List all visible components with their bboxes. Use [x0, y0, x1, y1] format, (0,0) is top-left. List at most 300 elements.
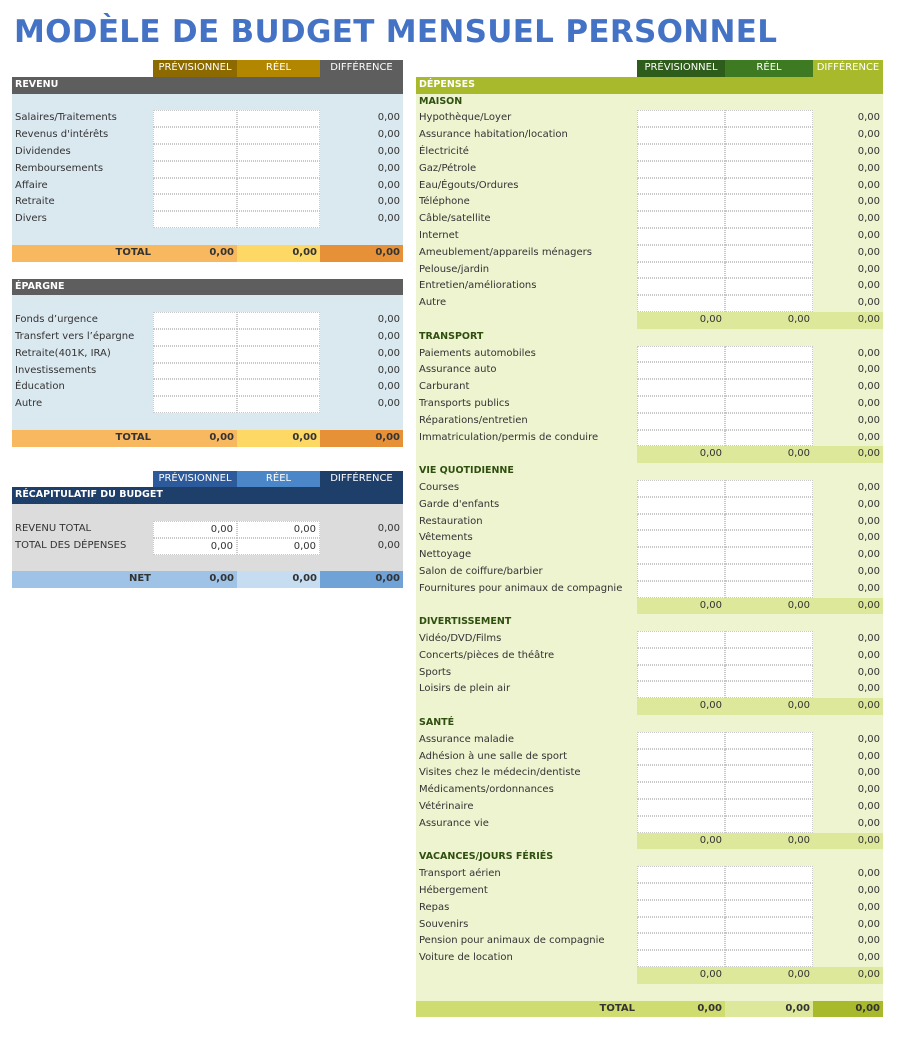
income-savings-panel — [12, 60, 403, 588]
table-row — [416, 933, 883, 950]
reel-input[interactable] — [725, 749, 813, 766]
table-row — [416, 362, 883, 379]
spacer-row — [12, 413, 403, 430]
spacer — [12, 471, 153, 488]
diff-value: 0,00 — [857, 935, 880, 947]
table-row — [416, 530, 883, 547]
depenses-total — [416, 1001, 883, 1018]
net-total-prev: 0,00 — [153, 571, 237, 588]
row-label: TOTAL DES DÉPENSES — [15, 539, 127, 551]
reel-input[interactable] — [725, 413, 813, 430]
prev-input[interactable] — [637, 178, 725, 195]
diff-value: 0,00 — [857, 885, 880, 897]
prev-input[interactable] — [637, 665, 725, 682]
row-label: Loisirs de plein air — [419, 683, 511, 695]
row-label: Électricité — [419, 145, 469, 157]
row-label: Gaz/Pétrole — [419, 162, 477, 174]
prev-input[interactable] — [637, 530, 725, 547]
row-label: Carburant — [419, 381, 470, 393]
prev-input[interactable] — [637, 883, 725, 900]
diff-value: 0,00 — [377, 213, 400, 225]
subtotal-diff: 0,00 — [813, 312, 883, 329]
subtotal-diff: 0,00 — [813, 833, 883, 850]
reel-input[interactable] — [237, 110, 320, 127]
table-row — [12, 178, 403, 195]
net-total-reel: 0,00 — [237, 571, 320, 588]
column-header-reel: RÉEL — [237, 60, 320, 77]
table-row — [416, 514, 883, 531]
spacer — [416, 598, 637, 615]
group-name: MAISON — [419, 95, 463, 107]
diff-value: 0,00 — [857, 767, 880, 779]
depenses-column-headers — [416, 60, 883, 77]
row-label: Assurance auto — [419, 364, 497, 376]
column-header-diff: DIFFÉRENCE — [320, 471, 403, 488]
table-row — [416, 631, 883, 648]
prev-input[interactable] — [637, 782, 725, 799]
reel-input[interactable] — [725, 278, 813, 295]
group-name: TRANSPORT — [419, 330, 484, 342]
table-row — [416, 228, 883, 245]
prev-input[interactable] — [637, 648, 725, 665]
table-row — [416, 480, 883, 497]
recap-header — [12, 487, 403, 504]
spacer — [416, 833, 637, 850]
prev-input[interactable] — [637, 497, 725, 514]
row-label: Pelouse/jardin — [419, 263, 490, 275]
expense-group-header — [416, 94, 883, 111]
spacer-row — [12, 295, 403, 312]
table-row — [416, 681, 883, 698]
group-subtotal — [416, 698, 883, 715]
diff-value: 0,00 — [377, 162, 400, 174]
reel-input[interactable] — [725, 262, 813, 279]
spacer — [416, 60, 637, 77]
row-label: Assurance maladie — [419, 733, 515, 745]
prev-input[interactable] — [637, 413, 725, 430]
prev-input[interactable] — [637, 816, 725, 833]
reel-input[interactable] — [725, 816, 813, 833]
row-label: Souvenirs — [419, 918, 469, 930]
prev-input[interactable] — [637, 514, 725, 531]
diff-value: 0,00 — [377, 129, 400, 141]
reel-input[interactable] — [237, 161, 320, 178]
subtotal-diff: 0,00 — [813, 598, 883, 615]
prev-input[interactable] — [637, 430, 725, 447]
row-label: Affaire — [15, 179, 48, 191]
row-label: Concerts/pièces de théâtre — [419, 649, 555, 661]
row-label: Pension pour animaux de compagnie — [419, 935, 605, 947]
row-label: Retraite(401K, IRA) — [15, 347, 111, 359]
prev-input[interactable] — [637, 379, 725, 396]
page-title: MODÈLE DE BUDGET MENSUEL PERSONNEL — [14, 14, 778, 50]
revenu-total-label: TOTAL — [12, 245, 153, 262]
row-label: Vétérinaire — [419, 801, 474, 813]
row-label: Hypothèque/Loyer — [419, 112, 512, 124]
subtotal-reel: 0,00 — [725, 598, 813, 615]
row-label: REVENU TOTAL — [15, 522, 92, 534]
prev-input[interactable] — [637, 362, 725, 379]
reel-input[interactable] — [725, 917, 813, 934]
row-label: Assurance habitation/location — [419, 129, 568, 141]
prev-input[interactable] — [637, 631, 725, 648]
table-row — [416, 127, 883, 144]
table-row — [416, 497, 883, 514]
expenses-panel — [416, 60, 883, 1017]
prev-input[interactable] — [637, 681, 725, 698]
prev-input[interactable] — [153, 363, 237, 380]
prev-input[interactable] — [637, 564, 725, 581]
prev-input[interactable] — [153, 346, 237, 363]
diff-value: 0,00 — [857, 582, 880, 594]
row-label: Visites chez le médecin/dentiste — [419, 767, 581, 779]
epargne-total-reel: 0,00 — [237, 430, 320, 447]
subtotal-diff: 0,00 — [813, 446, 883, 463]
row-label: Autre — [15, 398, 43, 410]
row-label: Eau/Égouts/Ordures — [419, 179, 519, 191]
table-row — [416, 917, 883, 934]
reel-input[interactable] — [237, 194, 320, 211]
prev-input[interactable] — [637, 581, 725, 598]
reel-input[interactable] — [725, 530, 813, 547]
reel-input[interactable] — [237, 178, 320, 195]
prev-input[interactable] — [637, 799, 725, 816]
row-label: Éducation — [15, 381, 65, 393]
recap-column-headers — [12, 471, 403, 488]
group-subtotal — [416, 446, 883, 463]
row-label: Voiture de location — [419, 952, 513, 964]
row-label: Courses — [419, 481, 460, 493]
table-row — [416, 883, 883, 900]
reel-input[interactable] — [725, 379, 813, 396]
spacer — [416, 698, 637, 715]
prev-input[interactable] — [637, 211, 725, 228]
row-label: Garde d'enfants — [419, 498, 500, 510]
row-label: Paiements automobiles — [419, 347, 536, 359]
table-row — [12, 346, 403, 363]
prev-input[interactable] — [637, 866, 725, 883]
reel-input[interactable] — [725, 581, 813, 598]
row-label: Sports — [419, 666, 452, 678]
diff-value: 0,00 — [857, 649, 880, 661]
reel-input[interactable]: 0,00 — [237, 521, 320, 538]
reel-input[interactable] — [725, 295, 813, 312]
reel-input[interactable] — [725, 110, 813, 127]
diff-value: 0,00 — [377, 196, 400, 208]
table-row — [416, 732, 883, 749]
prev-input[interactable] — [153, 312, 237, 329]
net-total-diff: 0,00 — [320, 571, 403, 588]
row-label: Investissements — [15, 364, 97, 376]
reel-input[interactable] — [725, 228, 813, 245]
reel-input[interactable] — [237, 144, 320, 161]
row-label: Repas — [419, 901, 450, 913]
revenu-header-label: REVENU — [15, 78, 59, 90]
reel-input[interactable] — [725, 564, 813, 581]
table-row — [416, 950, 883, 967]
row-label: Divers — [15, 213, 47, 225]
reel-input[interactable] — [725, 144, 813, 161]
table-row — [416, 295, 883, 312]
subtotal-diff: 0,00 — [813, 698, 883, 715]
reel-input[interactable] — [725, 950, 813, 967]
reel-input[interactable] — [237, 396, 320, 413]
diff-value: 0,00 — [857, 213, 880, 225]
reel-input[interactable] — [725, 430, 813, 447]
reel-input[interactable] — [725, 161, 813, 178]
spacer-row — [12, 228, 403, 245]
diff-value: 0,00 — [377, 364, 400, 376]
column-header-prev: PRÉVISIONNEL — [637, 60, 725, 77]
subtotal-reel: 0,00 — [725, 698, 813, 715]
subtotal-prev: 0,00 — [637, 833, 725, 850]
prev-input[interactable] — [637, 749, 725, 766]
epargne-total — [12, 430, 403, 447]
prev-input[interactable] — [637, 194, 725, 211]
reel-input[interactable] — [725, 648, 813, 665]
depenses-total-label: TOTAL — [416, 1001, 637, 1018]
diff-value: 0,00 — [857, 565, 880, 577]
reel-input[interactable] — [725, 883, 813, 900]
prev-input[interactable] — [153, 161, 237, 178]
group-subtotal — [416, 598, 883, 615]
prev-input[interactable] — [637, 765, 725, 782]
prev-input[interactable] — [637, 917, 725, 934]
row-label: Transfert vers l’épargne — [15, 330, 135, 342]
row-label: Téléphone — [419, 196, 470, 208]
diff-value: 0,00 — [857, 397, 880, 409]
row-label: Fonds d’urgence — [15, 314, 98, 326]
prev-input[interactable] — [637, 900, 725, 917]
diff-value: 0,00 — [857, 515, 880, 527]
prev-input[interactable]: 0,00 — [153, 538, 237, 555]
table-row — [12, 194, 403, 211]
group-subtotal — [416, 312, 883, 329]
table-row — [416, 581, 883, 598]
spacer — [416, 967, 637, 984]
group-name: VACANCES/JOURS FÉRIÉS — [419, 851, 554, 863]
diff-value: 0,00 — [857, 246, 880, 258]
prev-input[interactable] — [637, 144, 725, 161]
prev-input[interactable] — [637, 480, 725, 497]
epargne-header-label: ÉPARGNE — [15, 280, 65, 292]
reel-input[interactable] — [725, 362, 813, 379]
table-row — [12, 363, 403, 380]
diff-value: 0,00 — [857, 498, 880, 510]
revenu-column-headers — [12, 60, 403, 77]
table-row — [416, 749, 883, 766]
prev-input[interactable] — [153, 194, 237, 211]
reel-input[interactable] — [725, 245, 813, 262]
row-label: Médicaments/ordonnances — [419, 784, 554, 796]
diff-value: 0,00 — [857, 297, 880, 309]
prev-input[interactable] — [153, 379, 237, 396]
reel-input[interactable] — [725, 127, 813, 144]
diff-value: 0,00 — [857, 532, 880, 544]
reel-input[interactable] — [725, 732, 813, 749]
reel-input[interactable] — [237, 346, 320, 363]
table-row — [416, 144, 883, 161]
row-label: Assurance vie — [419, 817, 489, 829]
prev-input[interactable] — [637, 547, 725, 564]
spacer-row — [12, 555, 403, 572]
reel-input[interactable] — [237, 127, 320, 144]
group-name: VIE QUOTIDIENNE — [419, 465, 514, 477]
prev-input[interactable] — [637, 245, 725, 262]
diff-value: 0,00 — [857, 129, 880, 141]
prev-input[interactable] — [637, 396, 725, 413]
reel-input[interactable] — [725, 547, 813, 564]
diff-value: 0,00 — [377, 112, 400, 124]
table-row — [12, 538, 403, 555]
diff-value: 0,00 — [377, 347, 400, 359]
reel-input[interactable] — [725, 866, 813, 883]
table-row — [416, 816, 883, 833]
reel-input[interactable] — [725, 933, 813, 950]
reel-input[interactable] — [725, 900, 813, 917]
reel-input[interactable] — [725, 211, 813, 228]
table-row — [12, 521, 403, 538]
reel-input[interactable] — [725, 514, 813, 531]
table-row — [416, 379, 883, 396]
depenses-header-label: DÉPENSES — [419, 78, 475, 90]
epargne-total-prev: 0,00 — [153, 430, 237, 447]
prev-input[interactable] — [637, 346, 725, 363]
column-header-diff: DIFFÉRENCE — [813, 60, 883, 77]
depenses-header — [416, 77, 883, 94]
prev-input[interactable] — [153, 127, 237, 144]
revenu-total-reel: 0,00 — [237, 245, 320, 262]
subtotal-prev: 0,00 — [637, 967, 725, 984]
reel-input[interactable] — [237, 329, 320, 346]
row-label: Remboursements — [15, 162, 104, 174]
prev-input[interactable] — [153, 178, 237, 195]
row-label: Revenus d'intérêts — [15, 129, 109, 141]
prev-input[interactable] — [153, 211, 237, 228]
table-row — [416, 346, 883, 363]
diff-value: 0,00 — [857, 280, 880, 292]
prev-input[interactable] — [637, 732, 725, 749]
prev-input[interactable] — [637, 295, 725, 312]
prev-input[interactable] — [637, 950, 725, 967]
row-label: Hébergement — [419, 885, 488, 897]
reel-input[interactable] — [725, 799, 813, 816]
table-row — [12, 329, 403, 346]
gap — [12, 447, 403, 471]
epargne-total-label: TOTAL — [12, 430, 153, 447]
row-label: Entretien/améliorations — [419, 280, 537, 292]
reel-input[interactable] — [237, 379, 320, 396]
reel-input[interactable] — [725, 782, 813, 799]
table-row — [416, 564, 883, 581]
table-row — [416, 900, 883, 917]
revenu-total-diff: 0,00 — [320, 245, 403, 262]
table-row — [416, 765, 883, 782]
table-row — [416, 413, 883, 430]
table-row — [416, 782, 883, 799]
subtotal-reel: 0,00 — [725, 446, 813, 463]
prev-input[interactable] — [153, 396, 237, 413]
prev-input[interactable] — [153, 144, 237, 161]
column-header-diff: DIFFÉRENCE — [320, 60, 403, 77]
subtotal-prev: 0,00 — [637, 598, 725, 615]
prev-input[interactable] — [637, 127, 725, 144]
table-row — [12, 379, 403, 396]
table-row — [12, 396, 403, 413]
row-label: Réparations/entretien — [419, 414, 528, 426]
spacer-row — [12, 94, 403, 111]
diff-value: 0,00 — [857, 112, 880, 124]
prev-input[interactable] — [637, 278, 725, 295]
reel-input[interactable] — [237, 211, 320, 228]
row-label: Fournitures pour animaux de compagnie — [419, 582, 623, 594]
reel-input[interactable] — [725, 631, 813, 648]
expense-group-header — [416, 329, 883, 346]
spacer — [416, 312, 637, 329]
reel-input[interactable] — [725, 480, 813, 497]
prev-input[interactable] — [637, 262, 725, 279]
reel-input[interactable] — [725, 346, 813, 363]
diff-value: 0,00 — [857, 162, 880, 174]
diff-value: 0,00 — [857, 229, 880, 241]
reel-input[interactable] — [725, 665, 813, 682]
diff-value: 0,00 — [857, 549, 880, 561]
diff-value: 0,00 — [857, 633, 880, 645]
diff-value: 0,00 — [377, 539, 400, 551]
diff-value: 0,00 — [857, 952, 880, 964]
reel-input[interactable] — [725, 681, 813, 698]
reel-input[interactable] — [237, 312, 320, 329]
table-row — [416, 110, 883, 127]
subtotal-reel: 0,00 — [725, 833, 813, 850]
table-row — [12, 110, 403, 127]
row-label: Salaires/Traitements — [15, 112, 117, 124]
prev-input[interactable] — [637, 228, 725, 245]
reel-input[interactable] — [725, 765, 813, 782]
prev-input[interactable]: 0,00 — [153, 521, 237, 538]
reel-input[interactable] — [237, 363, 320, 380]
diff-value: 0,00 — [377, 398, 400, 410]
reel-input[interactable] — [725, 194, 813, 211]
reel-input[interactable] — [725, 178, 813, 195]
epargne-header — [12, 279, 403, 296]
reel-input[interactable] — [725, 497, 813, 514]
column-header-prev: PRÉVISIONNEL — [153, 471, 237, 488]
row-label: Dividendes — [15, 145, 71, 157]
group-subtotal — [416, 833, 883, 850]
diff-value: 0,00 — [377, 314, 400, 326]
column-header-reel: RÉEL — [237, 471, 320, 488]
diff-value: 0,00 — [857, 179, 880, 191]
net-total-label: NET — [12, 571, 153, 588]
reel-input[interactable] — [725, 396, 813, 413]
diff-value: 0,00 — [857, 145, 880, 157]
prev-input[interactable] — [153, 110, 237, 127]
reel-input[interactable]: 0,00 — [237, 538, 320, 555]
prev-input[interactable] — [637, 933, 725, 950]
table-row — [416, 665, 883, 682]
diff-value: 0,00 — [377, 330, 400, 342]
prev-input[interactable] — [637, 110, 725, 127]
prev-input[interactable] — [637, 161, 725, 178]
expense-group-header — [416, 849, 883, 866]
subtotal-reel: 0,00 — [725, 967, 813, 984]
expense-group-header — [416, 463, 883, 480]
row-label: Internet — [419, 229, 459, 241]
subtotal-prev: 0,00 — [637, 446, 725, 463]
diff-value: 0,00 — [857, 481, 880, 493]
prev-input[interactable] — [153, 329, 237, 346]
